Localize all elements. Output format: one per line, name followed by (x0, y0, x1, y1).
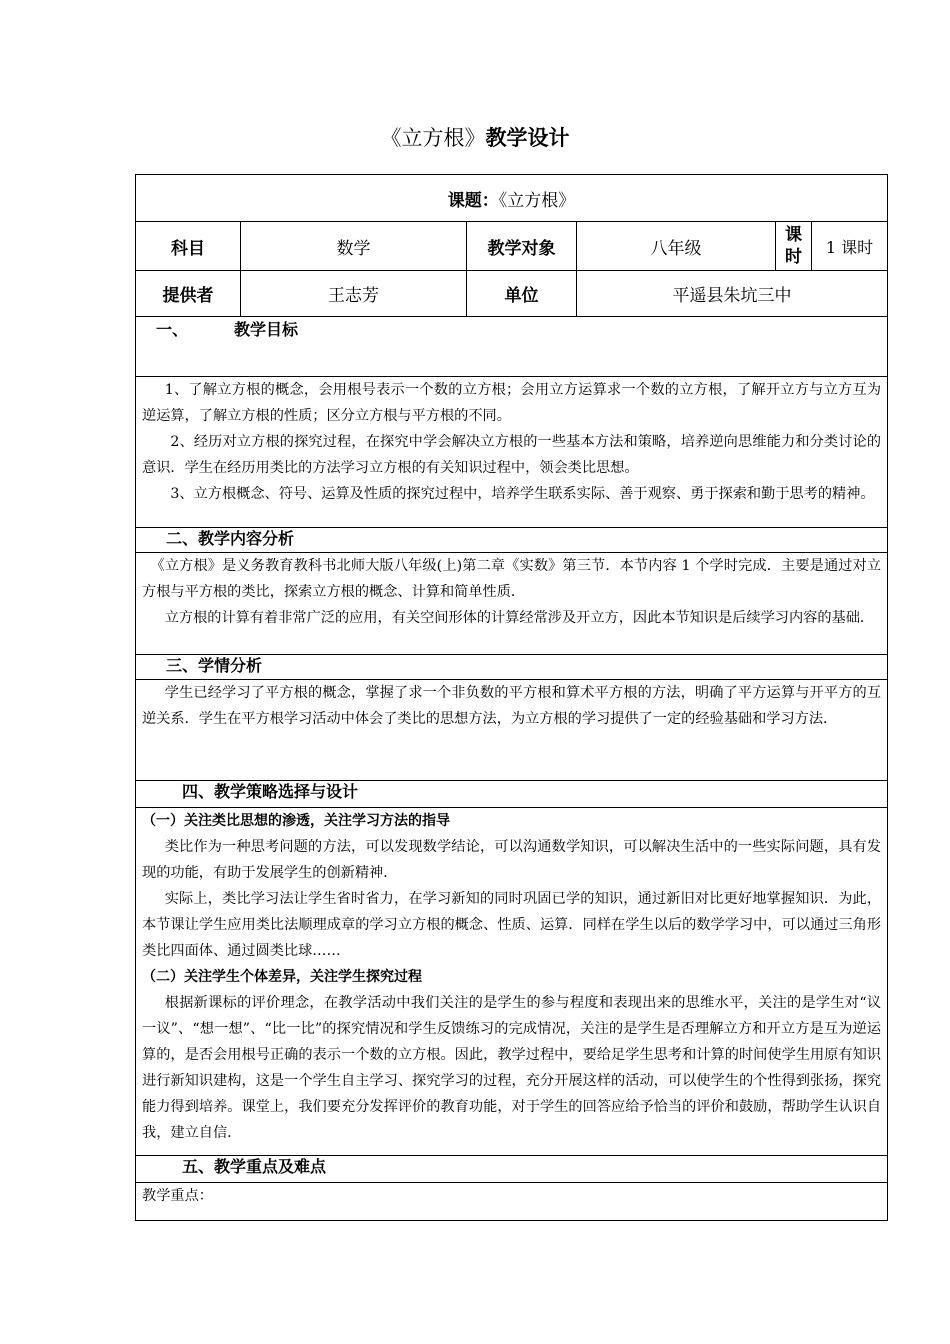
strategy-sub-1: （一）关注类比思想的渗透，关注学习方法的指导 (142, 813, 450, 829)
section-3-body (136, 680, 888, 781)
section-2-heading: 二、教学内容分析 (136, 528, 888, 553)
subject-label: 科目 (136, 222, 241, 271)
section-1-heading (136, 317, 888, 377)
hours-label-line1: 课 (785, 225, 802, 245)
objective-2: 2、经历对立方根的探究过程，在探究中学会解决立方根的一些基本方法和策略，培养逆向思维能力和分类讨论的意识．学生在经历用类比的方法学习立方根的有关知识过程中，领会类比思想。 (142, 434, 882, 476)
section-3-heading: 三、学情分析 (136, 655, 888, 680)
strategy-1-para-1: 类比作为一种思考问题的方法，可以发现数学结论，可以沟通数学知识，可以解决生活中的一些实际问题，具有发现的功能，有助于发展学生的创新精神． (142, 839, 882, 881)
content-analysis-1: 《立方根》是义务教育教科书北师大版八年级(上)第二章《实数》第三节．本节内容 1 个学时完成．主要是通过对立方根与平方根的类比，探索立方根的概念、计算和简单性质． (142, 558, 882, 600)
title-part2: 教学设计 (485, 126, 570, 150)
hours-label (776, 222, 812, 271)
strategy-1-para-2: 实际上，类比学习法让学生省时省力，在学习新知的同时巩固已学的知识，通过新旧对比更好地掌握知识．为此，本节课让学生应用类比法顺理成章的学习立方根的概念、性质、运算．同样在学生以后的数学学习中，可以通过三角形类比四面体、通过圆类比球…… (142, 891, 882, 959)
learner-analysis: 学生已经学习了平方根的概念，掌握了求一个非负数的平方根和算术平方根的方法，明确了平方运算与开平方的互逆关系．学生在平方根学习活动中体会了类比的思想方法，为立方根的学习提供了一定的经验基础和学习方法． (142, 685, 882, 727)
document-title (0, 124, 950, 152)
section-4-heading: 四、教学策略选择与设计 (136, 781, 888, 808)
section-2-body (136, 553, 888, 655)
hours-label-line2: 时 (785, 247, 802, 267)
unit-value: 平遥县朱坑三中 (577, 271, 888, 317)
provider-value: 王志芳 (241, 271, 467, 317)
title-part1: 《立方根》 (380, 126, 486, 150)
strategy-2-para-1: 根据新课标的评价理念，在教学活动中我们关注的是学生的参与程度和表现出来的思维水平，关注的是学生对“议一议”、“想一想”、“比一比”的探究情况和学生反馈练习的完成情况，关注的是学生是否理解立方和开立方是互为逆运算的，是否会用根号正确的表示一个数的立方根。因此，教学过程中，要给足学生思考和计算的时间使学生用原有知识进行新知识建构，这是一个学生自主学习、探究学习的过程，充分开展这样的活动，可以使学生的个性得到张扬，探究能力得到培养。课堂上，我们要充分发挥评价的教育功能，对于学生的回答应给予恰当的评价和鼓励，帮助学生认识自我，建立自信． (142, 995, 882, 1141)
unit-label: 单位 (467, 271, 577, 317)
lesson-plan-table (135, 174, 888, 1221)
provider-label: 提供者 (136, 271, 241, 317)
section-1-body (136, 377, 888, 528)
section-1-number: 一、 (156, 320, 189, 339)
topic-label: 课题： (447, 190, 499, 211)
subject-value: 数学 (241, 222, 467, 271)
objective-3: 3、立方根概念、符号、运算及性质的探究过程中，培养学生联系实际、善于观察、勇于探索和勤于思考的精神。 (170, 486, 875, 502)
section-5-heading: 五、教学重点及难点 (136, 1156, 888, 1183)
section-1-title: 教学目标 (234, 320, 299, 339)
section-5-body (136, 1183, 888, 1221)
objective-1: 1、了解立方根的概念，会用根号表示一个数的立方根；会用立方运算求一个数的立方根，了解开立方与立方互为逆运算，了解立方根的性质；区分立方根与平方根的不同。 (142, 382, 882, 424)
key-points-label: 教学重点： (142, 1188, 213, 1204)
section-4-body (136, 808, 888, 1156)
strategy-sub-2: （二）关注学生个体差异，关注学生探究过程 (142, 969, 422, 985)
topic-value: 《立方根》 (498, 190, 576, 211)
content-analysis-2: 立方根的计算有着非常广泛的应用，有关空间形体的计算经常涉及开立方，因此本节知识是后续学习内容的基础． (164, 610, 875, 626)
audience-value: 八年级 (577, 222, 776, 271)
topic-cell (136, 175, 888, 222)
audience-label: 教学对象 (467, 222, 577, 271)
hours-value: 1 课时 (812, 222, 888, 271)
